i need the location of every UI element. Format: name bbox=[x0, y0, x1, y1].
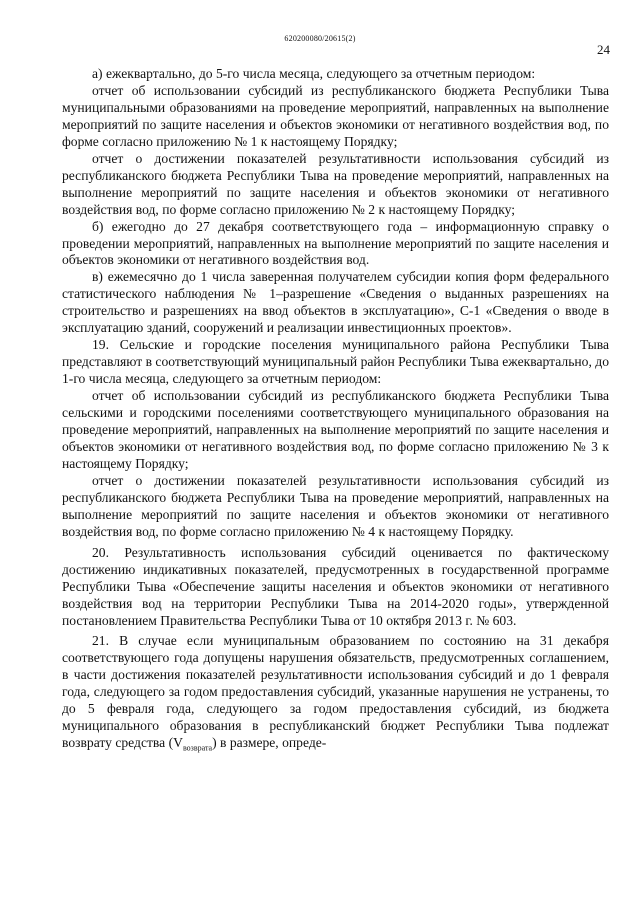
page-number: 24 bbox=[597, 42, 610, 57]
paragraph-settlement-usage-report: отчет об использовании субсидий из республиканского бюджета Республики Тыва сельскими и городскими поселениями соответствующего муниципального образования на проведение мероприятий, направленных на выполнение мероприятий по защите населения и объектов экономики от негативного воздействия вод, по форме согласно приложению № 3 к настоящему Порядку; bbox=[62, 388, 609, 471]
paragraph-annual-info: б) ежегодно до 27 декабря соответствующего года – информационную справку о проведении мероприятий, направленных на выполнение мероприятий по защите населения и объектов экономики от негативного воздействия вод. bbox=[62, 218, 609, 268]
document-code: 620200080/20615(2) bbox=[284, 34, 356, 43]
paragraph-performance-report: отчет о достижении показателей результативности использования субсидий из республиканского бюджета Республики Тыва на проведение мероприятий, направленных на выполнение мероприятий по защите населения и объектов экономики от негативного воздействия вод, по форме согласно приложению № 2 к настоящему Порядку; bbox=[62, 150, 609, 217]
paragraph-settlement-performance-report: отчет о достижении показателей результативности использования субсидий из республиканского бюджета Республики Тыва на проведение мероприятий, направленных на выполнение мероприятий по защите населения и объектов экономики от негативного воздействия вод, по форме согласно приложению № 4 к настоящему Порядку. bbox=[62, 472, 609, 539]
document-body bbox=[62, 66, 609, 752]
paragraph-21-tail: ) в размере, опреде- bbox=[212, 735, 327, 751]
paragraph-usage-report: отчет об использовании субсидий из республиканского бюджета Республики Тыва муниципальными образованиями на проведение мероприятий, направленных на выполнение мероприятий по защите населения и объектов экономики от негативного воздействия вод, по форме согласно приложению № 1 к настоящему Порядку; bbox=[62, 82, 609, 149]
paragraph-monthly-forms: в) ежемесячно до 1 числа заверенная получателем субсидии копия форм федерального статистического наблюдения № 1–разрешение «Сведения о выданных разрешениях на строительство и разрешениях на ввод объектов в эксплуатацию», С-1 «Сведения о вводе в эксплуатацию зданий, сооружений и реализации инвестиционных проектов». bbox=[62, 269, 609, 336]
paragraph-21 bbox=[62, 633, 609, 752]
return-subscript: возврата bbox=[182, 743, 213, 753]
paragraph-quarterly: а) ежеквартально, до 5-го числа месяца, следующего за отчетным периодом: bbox=[92, 66, 536, 81]
paragraph-19: 19. Сельские и городские поселения муниципального района Республики Тыва представляют в соответствующий муниципальный район Республики Тыва ежeквартально, до 1-го числа месяца, следующего за отчетным периодом: bbox=[62, 337, 609, 387]
paragraph-20: 20. Результативность использования субсидий оценивается по фактическому достижению индикативных показателей, предусмотренных в государственной программе Республики Тыва «Обеспечение защиты населения и объектов экономики от негативного воздействия вод на территории Республики Тыва на 2014-2020 годы», утвержденной постановлением Правительства Республики Тыва от 10 октября 2013 г. № 603. bbox=[62, 544, 609, 628]
paragraph-21-text: 21. В случае если муниципальным образованием по состоянию на 31 декабря соответствующего года допущены нарушения обязательств, предусмотренных соглашением, в части достижения показателей результативности использования субсидий и до 1 февраля года, следующего за годом предоставления субсидий, указанные нарушения не устранены, то до 5 февраля года, следующего за годом предоставления субсидий, из бюджета муниципального образования в республиканский бюджет Республики Тыва подлежат возврату средства (V bbox=[62, 633, 609, 751]
